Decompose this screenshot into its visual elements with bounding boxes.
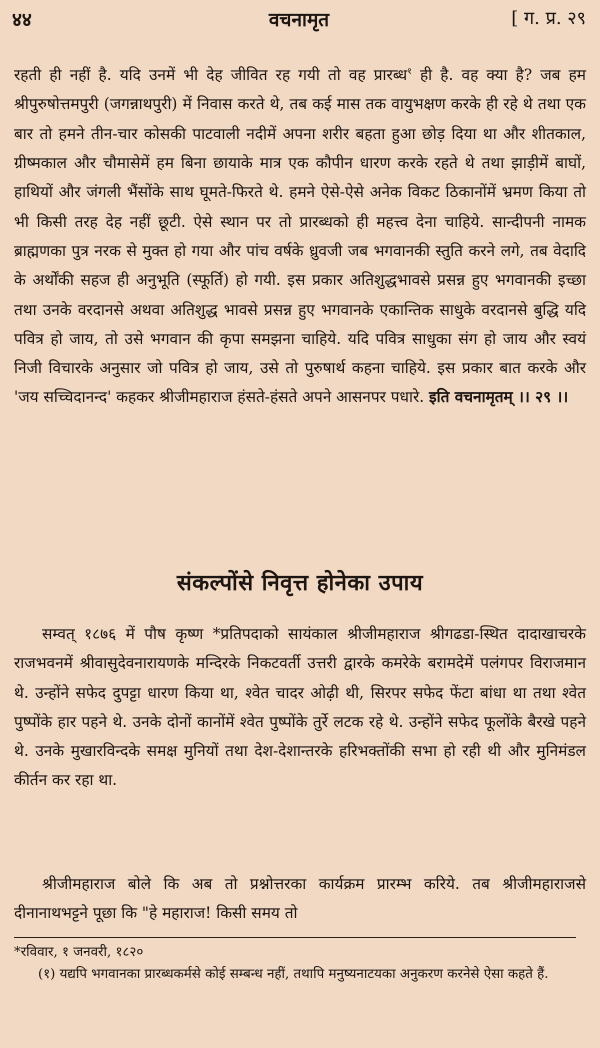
paragraph-2 (14, 620, 586, 796)
page-header (12, 4, 586, 36)
running-title: वचनामृत (268, 9, 330, 31)
paragraph-3 (14, 870, 586, 929)
section-heading: संकल्पोंसे निवृत्त होनेका उपाय (176, 570, 424, 596)
paragraph-1 (14, 58, 586, 413)
paragraph-1-text: ही है. वह क्या है? जब हम श्रीपुरुषोत्तमपुरी (जगन्नाथपुरी) में निवास करते थे, तब कई मास तक वायुभक्षण करके ही रहे थे तथा एक बार तो हमने तीन-चार कोसकी पाटवाली नदीमें अपना शरीर बहता हुआ छोड़ दिया था और शीतकाल, ग्रीष्मकाल और चौमासेमें हम बिना छायाके मात्र एक कौपीन धारण करके रहते थे तथा झाड़ीमें बाघों, हाथियों और जंगली भैंसोंके साथ घूमते-फिरते थे. हमने ऐसे-ऐसे अनेक विकट ठिकानोंमें भ्रमण किया तो भी किसी तरह देह नहीं छूटी. ऐसे स्थान पर तो प्रारब्धको ही महत्त्व देना चाहिये. सान्दीपनी नामक ब्राह्मणका पुत्र नरक से मुक्त हो गया और पांच वर्षके ध्रुवजी जब भगवानकी स्तुति करने लगे, तब वेदादि के अर्थोंकी सहज ही अनुभूति (स्फूर्ति) हो गयी. इस प्रकार अतिशुद्धभावसे प्रसन्न हुए भगवानकी इच्छा तथा उनके वरदानसे अथवा अतिशुद्ध भावसे प्रसन्न हुए भगवानके एकान्तिक साधुके वरदानसे बुद्धि यदि पवित्र हो जाय, तो उसे भगवान की कृपा समझना चाहिये. यदि पवित्र साधुका संग हो जाय और स्वयं निजी विचारके अनुसार जो पवित्र हो जाय, उसे तो पुरुषार्थ कहना चाहिये. इस प्रकार बात करके और 'जय सच्चिदानन्द' कहकर श्रीजीमहाराज हंसते-हंसते अपने आसनपर पधारे. (14, 66, 586, 407)
footnote-1: (१) यद्यपि भगवानका प्रारब्धकर्मसे कोई सम्बन्ध नहीं, तथापि मनुष्यनाटयका अनुकरण करनेसे ऐसा कहते हैं. (38, 967, 549, 982)
footnotes (14, 942, 586, 986)
paragraph-continuation (14, 58, 586, 413)
chapter-reference: [ ग. प्र. २९ (511, 8, 586, 29)
footnote-date: *रविवार, १ जनवरी, १८२० (14, 945, 144, 960)
footnote-marker: १ (407, 67, 412, 77)
footnote-divider (14, 937, 576, 938)
chapter-closing: इति वचनामृतम् ।। २९ ।। (429, 388, 569, 407)
paragraph-1-text-start: रहती ही नहीं है. यदि उनमें भी देह जीवित रह गयी तो वह प्रारब्ध (14, 66, 408, 85)
paragraph-2-text: सम्वत् १८७६ में पौष कृष्ण *प्रतिपदाको सायंकाल श्रीजीमहाराज श्रीगढडा-स्थित दादाखाचरके राजभवनमें श्रीवासुदेवनारायणके मन्दिरके निकटवर्ती उत्तरी द्वारके कमरेके बरामदेमें पलंगपर विराजमान थे. उन्होंने सफेद दुपट्टा धारण किया था, श्वेत चादर ओढ़ी थी, सिरपर सफेद फेंटा बांधा था तथा श्वेत पुष्पोंके हार पहने थे. उनके दोनों कानोंमें श्वेत पुष्पोंके तुर्रे लटक रहे थे. उन्होंने सफेद फूलोंके बैरखे पहने थे. उनके मुखारविन्दके समक्ष मुनियों तथा देश-देशान्तरके हरिभक्तोंकी सभा हो रही थी और मुनिमंडल कीर्तन कर रहा था. (14, 625, 586, 790)
paragraph-3-text: श्रीजीमहाराज बोले कि अब तो प्रश्नोत्तरका कार्यक्रम प्रारम्भ करिये. तब श्रीजीमहाराजसे दीनानाथभट्टने पूछा कि "हे महाराज! किसी समय तो (14, 875, 586, 923)
page-number: ४४ (12, 9, 32, 31)
